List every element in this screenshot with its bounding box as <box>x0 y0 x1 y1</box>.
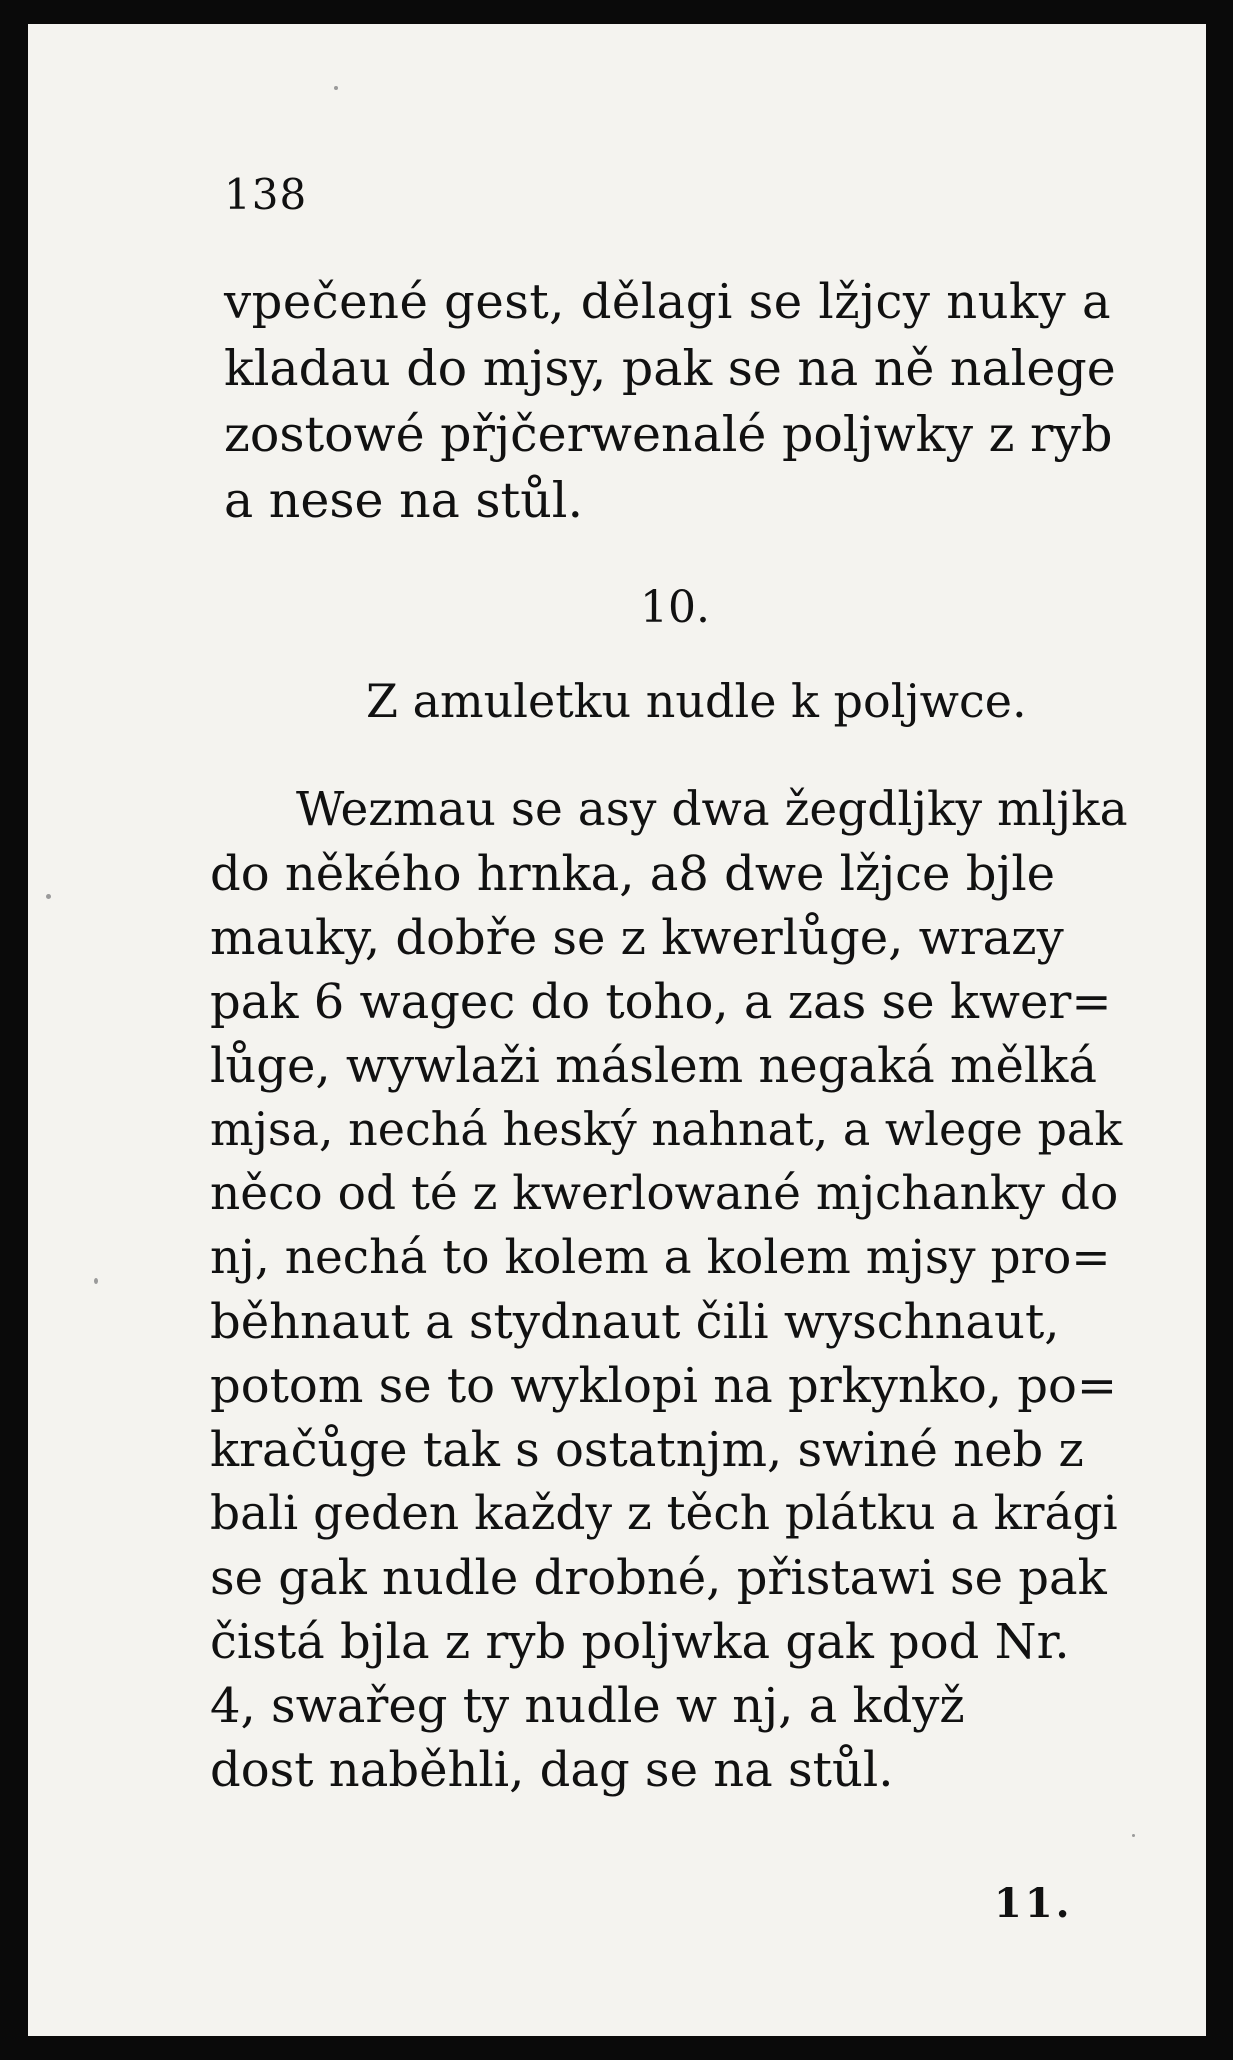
text-line: 4, swařeg ty nudle w nj, a když <box>210 1678 965 1734</box>
page-number: 138 <box>224 170 308 219</box>
text-line: mauky, dobře se z kwerlůge, wrazy <box>210 910 1064 966</box>
text-line: lůge, wywlaži máslem negaká mělká <box>210 1038 1097 1094</box>
text-line: bali geden každy z těch plátku a krági <box>210 1486 1118 1541</box>
text-line: potom se to wyklopi na prkynko, po= <box>210 1358 1118 1414</box>
scan-speck <box>334 86 338 90</box>
section-number: 10. <box>640 582 710 633</box>
text-line: dost naběhli, dag se na stůl. <box>210 1742 894 1798</box>
scan-speck <box>1132 1834 1135 1837</box>
text-line: běhnaut a stydnaut čili wyschnaut, <box>210 1294 1060 1350</box>
text-line: Wezmau se asy dwa žegdljky mljka <box>296 782 1128 837</box>
text-line: do někého hrnka, a8 dwe lžjce bjle <box>210 846 1056 902</box>
text-line: něco od té z kwerlowané mjchanky do <box>210 1166 1119 1221</box>
scan-speck <box>94 1278 98 1284</box>
scan-speck <box>46 894 51 899</box>
text-line: čistá bjla z ryb poljwka gak pod Nr. <box>210 1614 1070 1670</box>
text-line: kladau do mjsy, pak se na ně nalege <box>224 340 1116 397</box>
text-line: pak 6 wagec do toho, a zas se kwer= <box>210 974 1112 1030</box>
text-line: a nese na stůl. <box>224 472 584 529</box>
section-title: Z amuletku nudle k poljwce. <box>366 674 1027 728</box>
text-line: vpečené gest, dělagi se lžjcy nuky a <box>224 274 1112 330</box>
text-line: zostowé přjčerwenalé poljwky z ryb <box>224 406 1113 463</box>
text-line: se gak nudle drobné, přistawi se pak <box>210 1550 1107 1606</box>
book-page <box>28 24 1206 2036</box>
text-line: nj, nechá to kolem a kolem mjsy pro= <box>210 1230 1111 1285</box>
catchword: 11. <box>994 1880 1073 1927</box>
text-line: kračůge tak s ostatnjm, swiné neb z <box>210 1422 1084 1478</box>
text-line: mjsa, nechá heský nahnat, a wlege pak <box>210 1102 1123 1156</box>
